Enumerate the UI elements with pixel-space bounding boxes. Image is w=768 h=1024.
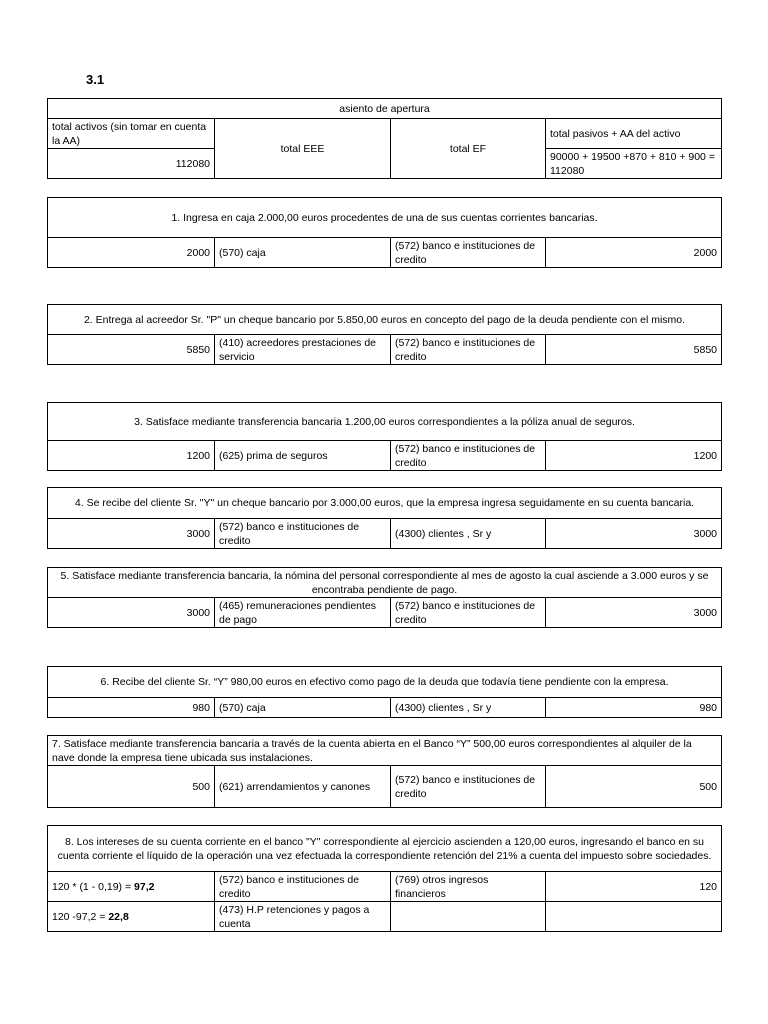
credit-amount: 120: [546, 872, 722, 902]
credit-amount: 980: [546, 698, 722, 718]
entry-description: 5. Satisface mediante transferencia bancaria, la nómina del personal correspondiente al mes de agosto la cual asciende a 3.000 euros y se encontraba pendiente de pago.: [48, 568, 722, 598]
credit-account: (4300) clientes , Sr y: [391, 698, 546, 718]
debit-account: (572) banco e instituciones de credito: [215, 872, 391, 902]
credit-account: (572) banco e instituciones de credito: [391, 335, 546, 365]
credit-amount: 3000: [546, 598, 722, 628]
total-activos-value: 112080: [48, 149, 215, 179]
debit-account: (570) caja: [215, 698, 391, 718]
journal-entry-3: [47, 402, 722, 471]
debit-account: (621) arrendamientos y canones: [215, 766, 391, 808]
entry-description: 8. Los intereses de su cuenta corriente en el banco "Y" correspondiente al ejercicio ascienden a 120,00 euros, ingresando el banco en su cuenta corriente el líquido de la operación una vez efectuada la correspondiente retención del 21% a cuenta del impuesto sobre sociedades.: [48, 826, 722, 872]
credit-account: (572) banco e instituciones de credito: [391, 766, 546, 808]
debit-amount: 1200: [48, 441, 215, 471]
credit-amount: 5850: [546, 335, 722, 365]
credit-account: (4300) clientes , Sr y: [391, 519, 546, 549]
entry-description: 6. Recibe del cliente Sr. “Y” 980,00 euros en efectivo como pago de la deuda que todavía tiene pendiente con la empresa.: [48, 667, 722, 698]
debit-account: (572) banco e instituciones de credito: [215, 519, 391, 549]
opening-title: asiento de apertura: [48, 99, 722, 119]
section-heading: 3.1: [86, 72, 105, 87]
credit-account: (572) banco e instituciones de credito: [391, 238, 546, 268]
calc-result: 97,2: [134, 880, 155, 893]
debit-account: (473) H.P retenciones y pagos a cuenta: [215, 902, 391, 932]
total-activos-label: total activos (sin tomar en cuenta la AA): [48, 119, 215, 149]
journal-entry-1: [47, 197, 722, 268]
journal-entry-6: [47, 666, 722, 718]
journal-entry-7: [47, 735, 722, 808]
debit-amount: 3000: [48, 598, 215, 628]
credit-amount: 500: [546, 766, 722, 808]
total-pasivos-label: total pasivos + AA del activo: [546, 119, 722, 149]
calc-expression: 120 * (1 - 0,19) =: [52, 880, 135, 893]
credit-account: (572) banco e instituciones de credito: [391, 441, 546, 471]
journal-entry-4: [47, 487, 722, 549]
debit-amount: 5850: [48, 335, 215, 365]
debit-account: (625) prima de seguros: [215, 441, 391, 471]
debit-amount: 980: [48, 698, 215, 718]
credit-amount: 3000: [546, 519, 722, 549]
opening-entry-table: [47, 98, 722, 179]
empty-cell: [391, 902, 546, 932]
total-pasivos-calc: 90000 + 19500 +870 + 810 + 900 = 112080: [546, 149, 722, 179]
entry-description: 2. Entrega al acreedor Sr. "P" un cheque bancario por 5.850,00 euros en concepto del pago de la deuda pendiente con el mismo.: [48, 305, 722, 335]
journal-entry-5: [47, 567, 722, 628]
withholding-calc: [48, 902, 215, 932]
journal-entry-2: [47, 304, 722, 365]
empty-cell: [546, 902, 722, 932]
interest-net-calc: [48, 872, 215, 902]
total-eee: total EEE: [215, 119, 391, 179]
calc-expression: 120 -97,2 =: [52, 910, 109, 923]
credit-amount: 1200: [546, 441, 722, 471]
credit-account: (572) banco e instituciones de credito: [391, 598, 546, 628]
journal-entry-8: [47, 825, 722, 932]
entry-description: 4. Se recibe del cliente Sr. "Y" un cheque bancario por 3.000,00 euros, que la empresa ingresa seguidamente en su cuenta bancaria.: [48, 488, 722, 519]
credit-amount: 2000: [546, 238, 722, 268]
total-ef: total EF: [391, 119, 546, 179]
debit-amount: 500: [48, 766, 215, 808]
entry-description: 3. Satisface mediante transferencia bancaria 1.200,00 euros correspondientes a la póliza anual de seguros.: [48, 403, 722, 441]
calc-result: 22,8: [108, 910, 129, 923]
entry-description: 1. Ingresa en caja 2.000,00 euros procedentes de una de sus cuentas corrientes bancarias.: [48, 198, 722, 238]
debit-amount: 3000: [48, 519, 215, 549]
debit-amount: 2000: [48, 238, 215, 268]
debit-account: (465) remuneraciones pendientes de pago: [215, 598, 391, 628]
debit-account: (570) caja: [215, 238, 391, 268]
credit-account: (769) otros ingresos financieros: [391, 872, 546, 902]
entry-description: 7. Satisface mediante transferencia bancaria a través de la cuenta abierta en el Banco “Y” 500,00 euros correspondientes al alquiler de la nave donde la empresa tiene ubicada sus instalaciones.: [48, 736, 722, 766]
debit-account: (410) acreedores prestaciones de servicio: [215, 335, 391, 365]
